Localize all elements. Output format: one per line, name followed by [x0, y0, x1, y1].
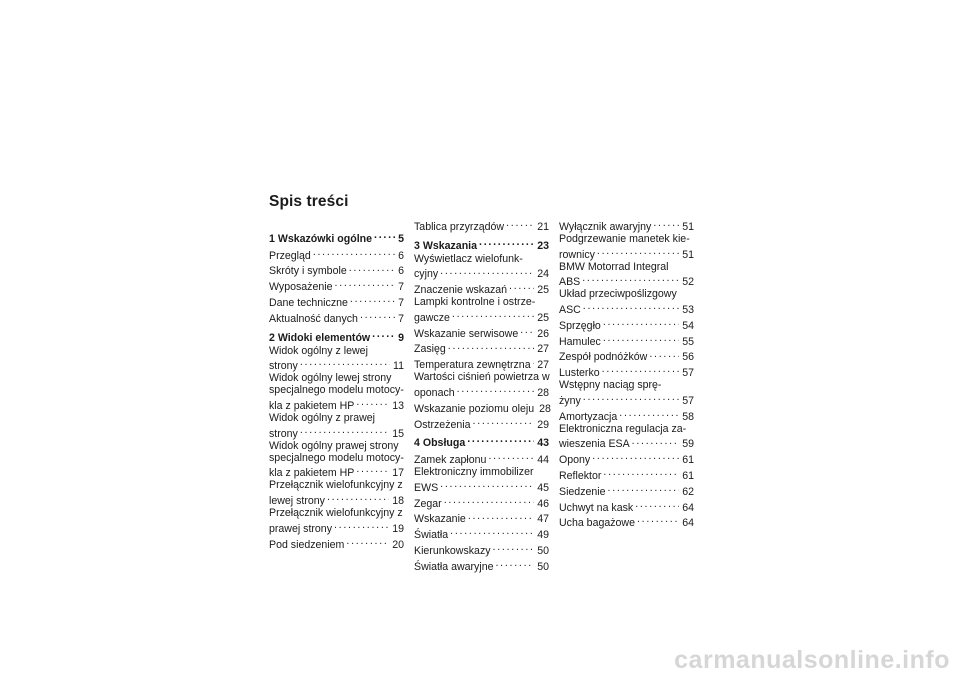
toc-entry-label-line: Widok ogólny z lewej	[269, 344, 368, 357]
toc-entry-label-line: Widok ogólny prawej strony	[269, 439, 399, 452]
toc-entry	[269, 413, 404, 441]
toc-entry-row	[414, 434, 549, 450]
toc-page-number: 7	[398, 312, 404, 325]
dot-leader	[583, 301, 679, 313]
toc-page-number: 61	[682, 469, 694, 482]
dot-leader	[603, 467, 679, 479]
toc-chapter	[269, 329, 404, 345]
toc-entry-label: Tablica przyrządów	[414, 220, 505, 233]
toc-entry-label: Temperatura zewnętrzna	[414, 359, 531, 372]
dot-leader	[619, 408, 679, 420]
toc-entry-label: Wskazanie poziomu oleju	[414, 402, 535, 415]
toc-entry-label: Wyposażenie	[269, 281, 333, 294]
toc-page-number: 28	[539, 402, 551, 415]
toc-entry	[559, 218, 694, 234]
toc-entry-label: Wskazanie	[414, 513, 466, 526]
toc-entry-label: ABS	[559, 276, 581, 289]
toc-page-number: 21	[537, 220, 549, 233]
toc-entry	[559, 262, 694, 290]
toc-entry-label-line: Przełącznik wielofunkcyjny z	[269, 479, 403, 492]
toc-page-number: 51	[682, 220, 694, 233]
toc-page-number: 54	[682, 319, 694, 332]
dot-leader	[440, 479, 534, 491]
toc-page-number: 7	[398, 281, 404, 294]
toc-entry-row	[269, 329, 404, 345]
toc-entry	[559, 349, 694, 365]
toc-entry-row	[414, 511, 549, 527]
toc-entry-label-line: Lampki kontrolne i ostrze-	[414, 296, 536, 309]
toc-entry-row	[269, 263, 404, 279]
toc-entry-label: Znaczenie wskazań	[414, 284, 508, 297]
toc-entry-label-line: Wartości ciśnień powietrza w	[414, 371, 550, 384]
toc-entry-row	[414, 479, 549, 495]
toc-entry	[269, 294, 404, 310]
dot-leader	[450, 526, 534, 538]
toc-entry-label: Przegląd	[269, 249, 311, 262]
toc-column-2	[414, 218, 549, 574]
toc-entry-row	[414, 281, 549, 297]
dot-leader	[637, 514, 679, 526]
dot-leader	[372, 329, 395, 341]
dot-leader	[300, 425, 389, 437]
toc-entry-label-line: specjalnego modelu motocy-	[269, 451, 404, 464]
dot-leader	[496, 558, 535, 570]
toc-page-number: 51	[682, 248, 694, 261]
toc-entry-label: żyny	[559, 394, 581, 407]
dot-leader	[374, 230, 395, 242]
toc-entry-label: 1 Wskazówki ogólne	[269, 232, 373, 245]
dot-leader	[597, 246, 679, 258]
toc-page-number: 15	[392, 427, 404, 440]
toc-entry-row	[559, 218, 694, 234]
toc-column-3	[559, 218, 694, 530]
toc-entry	[414, 325, 549, 341]
toc-entry-label: Pod siedzeniem	[269, 538, 345, 551]
toc-chapter	[414, 237, 549, 253]
toc-page-number: 61	[682, 454, 694, 467]
toc-entry-row	[559, 317, 694, 333]
toc-entry-label-line: Podgrzewanie manetek kie-	[559, 232, 690, 245]
toc-entry-label: Zasięg	[414, 343, 446, 356]
dot-leader	[635, 499, 679, 511]
toc-page-number: 27	[537, 359, 549, 372]
toc-page-number: 45	[537, 481, 549, 494]
toc-entry-row	[414, 526, 549, 542]
toc-page-number: 20	[392, 538, 404, 551]
toc-page-number: 18	[392, 495, 404, 507]
toc-entry-row	[414, 558, 549, 574]
toc-page-number: 23	[537, 239, 549, 252]
toc-entry	[559, 514, 694, 530]
toc-entry-label: Zespół podnóżków	[559, 351, 648, 364]
toc-page-number: 29	[537, 418, 549, 431]
toc-entry-row	[414, 325, 549, 341]
toc-entry-row	[414, 495, 549, 511]
toc-entry-label: 4 Obsługa	[414, 437, 466, 450]
toc-page-number: 62	[682, 485, 694, 498]
watermark: carmanualsonline.info	[674, 646, 950, 674]
dot-leader	[440, 266, 534, 278]
toc-entry-row	[559, 392, 694, 408]
toc-page-number: 13	[392, 399, 404, 412]
dot-leader	[509, 281, 534, 293]
dot-leader	[649, 349, 679, 361]
toc-page-number: 53	[682, 304, 694, 316]
toc-page-number: 5	[398, 232, 404, 245]
dot-leader	[356, 397, 389, 409]
toc-entry	[269, 441, 404, 481]
toc-entry-row	[559, 499, 694, 515]
dot-leader	[335, 278, 396, 290]
toc-entry	[414, 281, 549, 297]
toc-entry	[559, 408, 694, 424]
toc-entry	[559, 234, 694, 262]
dot-leader	[603, 333, 679, 345]
toc-entry-label: Ucha bagażowe	[559, 517, 635, 530]
toc-entry	[269, 508, 404, 536]
dot-leader	[533, 356, 535, 368]
toc-entry	[559, 317, 694, 333]
toc-entry	[269, 310, 404, 326]
dot-leader	[632, 436, 680, 448]
toc-entry-row	[414, 416, 549, 432]
toc-page-number: 50	[537, 560, 549, 573]
toc-entry-row	[414, 218, 549, 234]
dot-leader	[582, 273, 679, 285]
toc-page-number: 46	[537, 497, 549, 510]
toc-page-number: 17	[392, 467, 404, 480]
toc-page-number: 25	[537, 311, 549, 324]
toc-entry-label: strony	[269, 427, 298, 440]
dot-leader	[479, 237, 534, 249]
toc-entry-label: rownicy	[559, 248, 595, 261]
toc-entry	[414, 341, 549, 357]
dot-leader	[467, 434, 534, 446]
toc-entry-label-line: Widok ogólny z prawej	[269, 411, 375, 424]
toc-entry	[414, 400, 549, 416]
toc-entry-label-line: Wyświetlacz wielofunk-	[414, 252, 523, 265]
toc-page-number: 27	[537, 343, 549, 356]
dot-leader	[334, 520, 389, 532]
toc-entry-label: cyjny	[414, 268, 439, 281]
toc-page-number: 28	[537, 386, 549, 399]
toc-entry-label: Zegar	[414, 497, 442, 510]
toc-entry-label: Amortyzacja	[559, 410, 618, 423]
toc-entry-label: prawej strony	[269, 522, 332, 535]
toc-entry-label: Siedzenie	[559, 485, 606, 498]
toc-page-number: 19	[392, 522, 404, 535]
dot-leader	[602, 364, 680, 376]
toc-entry	[269, 278, 404, 294]
toc-entry-label-line: Układ przeciwpoślizgowy	[559, 288, 677, 301]
toc-page-number: 64	[682, 501, 694, 514]
toc-entry-label: kla z pakietem HP	[269, 467, 355, 480]
toc-entry	[559, 451, 694, 467]
dot-leader	[349, 263, 395, 275]
toc-entry-row	[414, 237, 549, 253]
toc-page-number: 64	[682, 517, 694, 530]
toc-page-number: 49	[537, 529, 549, 542]
toc-entry-row	[559, 246, 694, 262]
toc-entry	[414, 495, 549, 511]
toc-entry-row	[269, 425, 404, 441]
toc-entry	[269, 346, 404, 374]
dot-leader	[313, 247, 395, 259]
dot-leader	[592, 451, 679, 463]
toc-entry-row	[269, 520, 404, 536]
toc-entry	[559, 289, 694, 317]
toc-entry-row	[559, 436, 694, 452]
toc-entry	[559, 424, 694, 452]
toc-entry-row	[559, 483, 694, 499]
toc-page-number: 57	[682, 394, 694, 407]
toc-entry	[269, 536, 404, 552]
toc-entry-label: lewej strony	[269, 495, 325, 507]
toc-entry-row	[269, 310, 404, 326]
toc-entry-row	[269, 464, 404, 480]
toc-entry-row	[269, 357, 404, 373]
toc-entry-row	[414, 309, 549, 325]
toc-entry-row	[269, 294, 404, 310]
toc-entry-row	[559, 451, 694, 467]
toc-page-number: 52	[682, 276, 694, 289]
toc-entry-row	[559, 364, 694, 380]
toc-entry-row	[269, 536, 404, 552]
toc-page-number: 59	[682, 438, 694, 451]
toc-page-number: 58	[682, 410, 694, 423]
dot-leader	[520, 325, 534, 337]
dot-leader	[493, 542, 535, 554]
toc-page-number: 43	[537, 437, 549, 450]
toc-entry	[414, 254, 549, 282]
toc-entry	[414, 542, 549, 558]
toc-page-number: 6	[398, 265, 404, 278]
toc-entry	[414, 511, 549, 527]
toc-entry-row	[414, 384, 549, 400]
toc-entry	[414, 467, 549, 495]
toc-entry	[559, 499, 694, 515]
dot-leader	[583, 392, 679, 404]
page-title: Spis treści	[269, 193, 349, 210]
toc-chapter	[414, 434, 549, 450]
dot-leader	[327, 492, 389, 504]
toc-entry-label: EWS	[414, 481, 439, 494]
toc-entry-label: Aktualność danych	[269, 312, 358, 325]
dot-leader	[350, 294, 395, 306]
toc-page-number: 44	[537, 454, 549, 467]
toc-page-number: 50	[537, 545, 549, 558]
dot-leader	[473, 416, 535, 428]
toc-entry-label: Opony	[559, 454, 591, 467]
toc-entry	[414, 356, 549, 372]
toc-entry-label: Kierunkowskazy	[414, 545, 491, 558]
dot-leader	[488, 451, 534, 463]
toc-entry-row	[559, 408, 694, 424]
toc-entry	[414, 526, 549, 542]
dot-leader	[468, 511, 534, 523]
toc-entry	[559, 467, 694, 483]
dot-leader	[356, 464, 389, 476]
toc-page-number: 24	[537, 268, 549, 281]
toc-entry-label: Reflektor	[559, 469, 602, 482]
toc-page-number: 7	[398, 297, 404, 310]
dot-leader	[457, 384, 535, 396]
toc-entry-label: oponach	[414, 386, 455, 399]
toc-column-1	[269, 230, 404, 551]
toc-entry-label: kla z pakietem HP	[269, 399, 355, 412]
toc-entry-row	[414, 266, 549, 282]
toc-entry-label: Skróty i symbole	[269, 265, 347, 278]
toc-entry-row	[559, 349, 694, 365]
dot-leader	[448, 341, 534, 353]
toc-page-number: 6	[398, 249, 404, 262]
toc-entry-label: strony	[269, 360, 298, 373]
toc-entry-row	[559, 467, 694, 483]
toc-page-number: 25	[537, 284, 549, 297]
toc-entry-row	[414, 451, 549, 467]
toc-entry-label: Dane techniczne	[269, 297, 348, 310]
toc-entry-label-line: Elektroniczny immobilizer	[414, 466, 534, 479]
toc-entry	[414, 558, 549, 574]
toc-page-number: 26	[537, 327, 549, 340]
dot-leader	[360, 310, 395, 322]
toc-entry-row	[559, 301, 694, 317]
toc-entry-row	[559, 333, 694, 349]
toc-entry	[269, 373, 404, 413]
toc-page-number: 56	[682, 351, 694, 364]
toc-entry	[559, 483, 694, 499]
toc-entry-label-line: Widok ogólny lewej strony	[269, 372, 392, 385]
toc-entry-label: Wyłącznik awaryjny	[559, 220, 652, 233]
toc-entry-label: Lusterko	[559, 367, 600, 380]
toc-page-number: 57	[682, 367, 694, 380]
toc-entry-row	[269, 278, 404, 294]
toc-entry-label-line: specjalnego modelu motocy-	[269, 384, 404, 397]
toc-entry-label: Ostrzeżenia	[414, 418, 471, 431]
toc-entry-label: 2 Widoki elementów	[269, 331, 371, 344]
dot-leader	[608, 483, 680, 495]
dot-leader	[603, 317, 679, 329]
toc-entry-label: Sprzęgło	[559, 319, 601, 332]
toc-entry-row	[269, 492, 404, 508]
toc-page-number: 11	[393, 360, 404, 373]
toc-entry-label: Wskazanie serwisowe	[414, 327, 519, 340]
toc-page-number: 55	[682, 335, 694, 348]
toc-entry-row	[414, 356, 549, 372]
dot-leader	[300, 357, 390, 369]
toc-entry-label-line: BMW Motorrad Integral	[559, 260, 669, 273]
dot-leader	[506, 218, 534, 230]
toc-entry	[269, 247, 404, 263]
toc-chapter	[269, 230, 404, 246]
toc-entry	[414, 416, 549, 432]
toc-entry-row	[559, 514, 694, 530]
toc-entry-row	[414, 341, 549, 357]
toc-entry-row	[269, 230, 404, 246]
dot-leader	[653, 218, 679, 230]
toc-entry-label: 3 Wskazania	[414, 239, 478, 252]
toc-entry-label: gawcze	[414, 311, 450, 324]
toc-entry-label: Światła awaryjne	[414, 560, 494, 573]
toc-entry-label: Światła	[414, 529, 449, 542]
toc-entry-label: ASC	[559, 304, 581, 316]
toc-entry	[559, 333, 694, 349]
toc-entry-row	[414, 542, 549, 558]
toc-entry-row	[269, 397, 404, 413]
toc-entry	[414, 451, 549, 467]
toc-entry-label: wieszenia ESA	[559, 438, 630, 451]
toc-entry-label: Zamek zapłonu	[414, 454, 487, 467]
toc-entry	[414, 218, 549, 234]
toc-entry-label: Uchwyt na kask	[559, 501, 634, 514]
toc-page-number: 47	[537, 513, 549, 526]
toc-entry-label-line: Elektroniczna regulacja za-	[559, 422, 687, 435]
toc-entry	[559, 380, 694, 408]
dot-leader	[452, 309, 534, 321]
toc-entry	[414, 297, 549, 325]
toc-entry	[414, 372, 549, 400]
dot-leader	[444, 495, 535, 507]
toc-entry-label: Hamulec	[559, 335, 601, 348]
toc-entry	[269, 263, 404, 279]
dot-leader	[346, 536, 389, 548]
toc-entry-row	[559, 273, 694, 289]
toc-entry-row	[414, 400, 549, 416]
toc-entry-label-line: Wstępny naciąg sprę-	[559, 379, 662, 392]
toc-entry	[559, 364, 694, 380]
toc-entry-row	[269, 247, 404, 263]
toc-entry	[269, 480, 404, 508]
toc-page-number: 9	[398, 331, 404, 344]
toc-entry-label-line: Przełącznik wielofunkcyjny z	[269, 506, 403, 519]
